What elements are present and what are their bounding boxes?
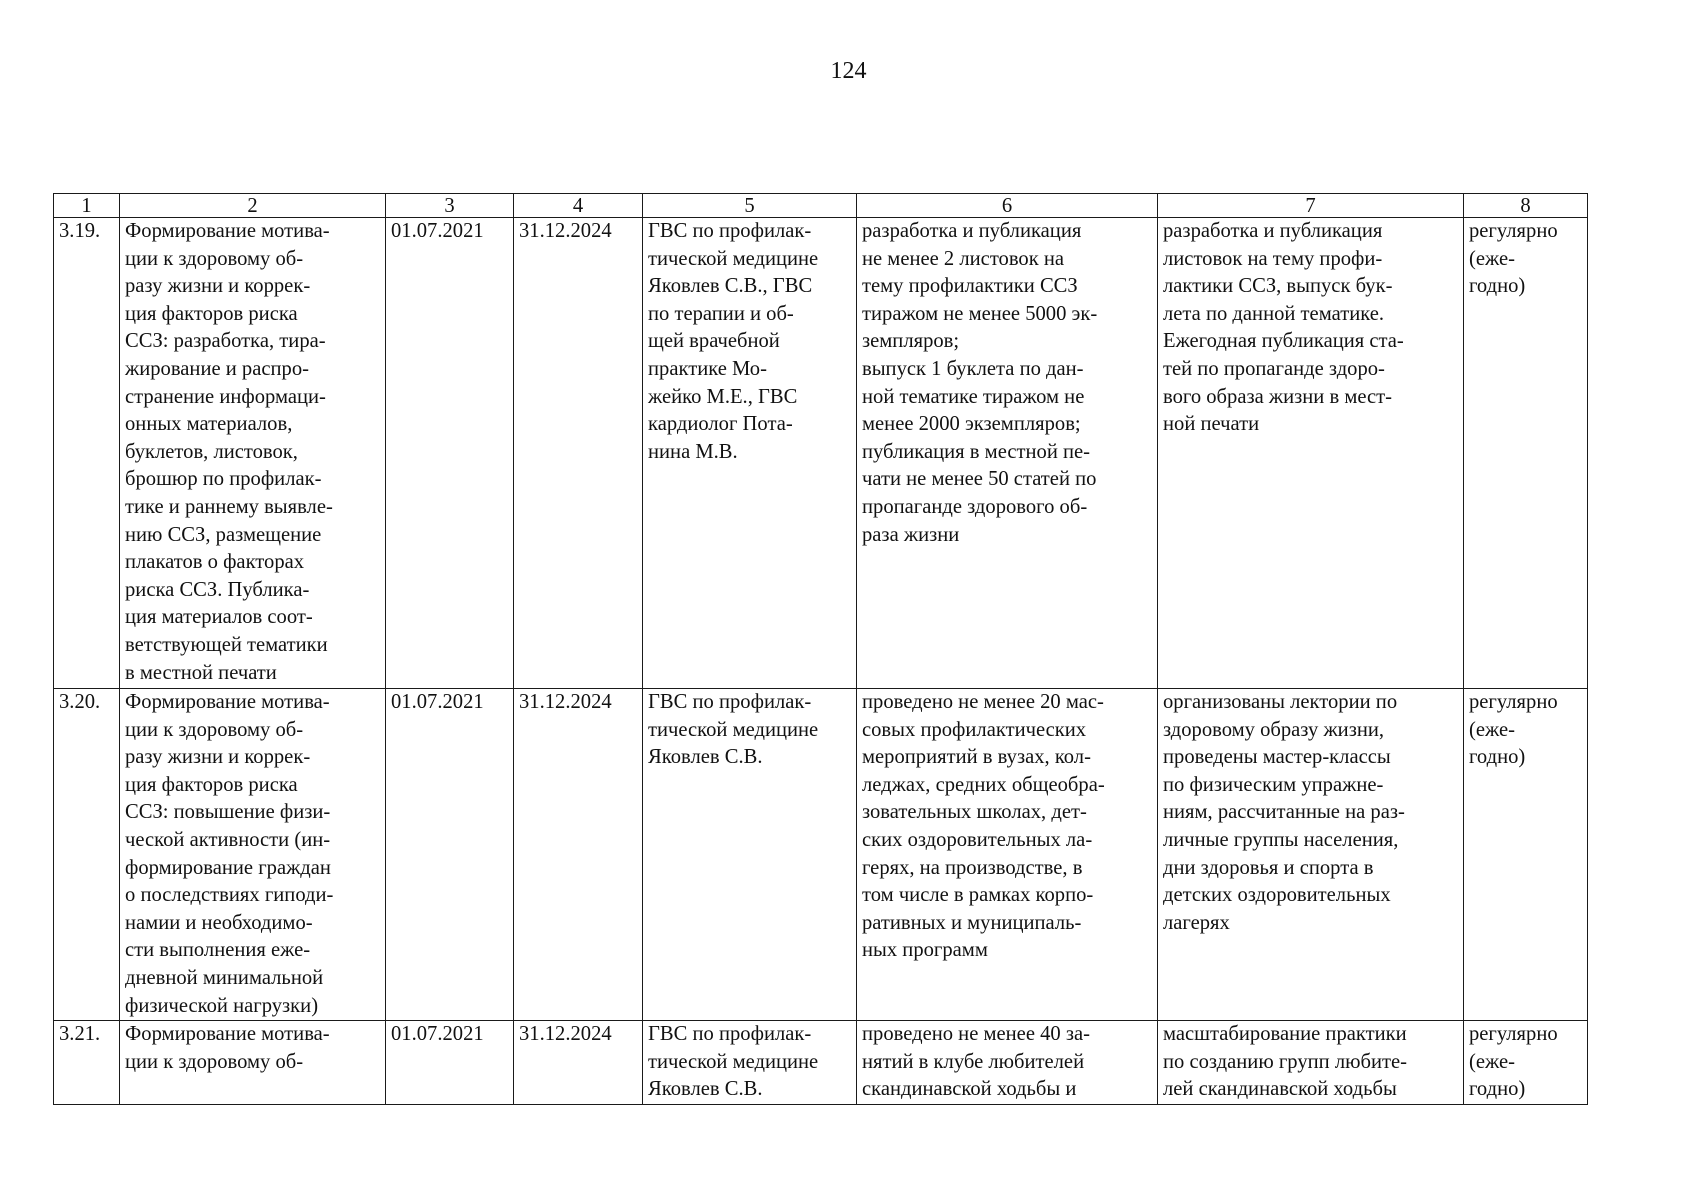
end-date: 31.12.2024 (514, 218, 643, 689)
column-header-3: 3 (386, 194, 514, 218)
responsible-persons: ГВС по профилак- тической медицине Яковлев С.В., ГВС по терапии и об- щей врачебной практике Мо- жейко М.Е., ГВС кардиолог Пота- нина М.В. (643, 218, 857, 689)
end-date: 31.12.2024 (514, 1021, 643, 1105)
table-row (54, 1021, 1588, 1105)
column-header-1: 1 (54, 194, 120, 218)
measure-description: Формирование мотива- ции к здоровому об- разу жизни и коррек- ция факторов риска ССЗ: повышение физи- ческой активности (ин- формирование граждан о последствиях гиподи- намии и необходимо- сти выполнения еже- дневной минимальной физической нагрузки) (120, 689, 386, 1021)
measures-table (53, 193, 1588, 1105)
target-indicator: проведено не менее 20 мас- совых профилактических мероприятий в вузах, кол- леджах, средних общеобра- зовательных школах, дет- ских оздоровительных ла- герях, на производстве, в том числе в рамках корпо- ративных и муниципаль- ных программ (857, 689, 1158, 1021)
start-date: 01.07.2021 (386, 689, 514, 1021)
end-date: 31.12.2024 (514, 689, 643, 1021)
responsible-persons: ГВС по профилак- тической медицине Яковлев С.В. (643, 689, 857, 1021)
target-indicator: разработка и публикация не менее 2 листовок на тему профилактики ССЗ тиражом не менее 5000 эк- земпляров; выпуск 1 буклета по дан- ной тематике тиражом не менее 2000 экземпляров; публикация в местной пе- чати не менее 50 статей по пропаганде здорового об- раза жизни (857, 218, 1158, 689)
column-header-5: 5 (643, 194, 857, 218)
measure-description: Формирование мотива- ции к здоровому об- разу жизни и коррек- ция факторов риска ССЗ: разработка, тира- жирование и распро- странение информаци- онных материалов, буклетов, листовок, брошюр по профилак- тике и раннему выявле- нию ССЗ, размещение плакатов о факторах риска ССЗ. Публика- ция материалов соот- ветствующей тематики в местной печати (120, 218, 386, 689)
row-number: 3.20. (54, 689, 120, 1021)
column-header-8: 8 (1464, 194, 1588, 218)
periodicity: регулярно (еже- годно) (1464, 218, 1588, 689)
column-header-7: 7 (1158, 194, 1464, 218)
table-row (54, 689, 1588, 1021)
measure-description: Формирование мотива- ции к здоровому об- (120, 1021, 386, 1105)
responsible-persons: ГВС по профилак- тической медицине Яковлев С.В. (643, 1021, 857, 1105)
table-row (54, 218, 1588, 689)
column-number-row (54, 194, 1588, 218)
row-number: 3.21. (54, 1021, 120, 1105)
expected-result: организованы лектории по здоровому образу жизни, проведены мастер-классы по физическим упражне- ниям, рассчитанные на раз- личные группы населения, дни здоровья и спорта в детских оздоровительных лагерях (1158, 689, 1464, 1021)
expected-result: разработка и публикация листовок на тему профи- лактики ССЗ, выпуск бук- лета по данной тематике. Ежегодная публикация ста- тей по пропаганде здоро- вого образа жизни в мест- ной печати (1158, 218, 1464, 689)
column-header-2: 2 (120, 194, 386, 218)
periodicity: регулярно (еже- годно) (1464, 689, 1588, 1021)
row-number: 3.19. (54, 218, 120, 689)
expected-result: масштабирование практики по созданию групп любите- лей скандинавской ходьбы (1158, 1021, 1464, 1105)
target-indicator: проведено не менее 40 за- нятий в клубе любителей скандинавской ходьбы и (857, 1021, 1158, 1105)
column-header-4: 4 (514, 194, 643, 218)
periodicity: регулярно (еже- годно) (1464, 1021, 1588, 1105)
page-number: 124 (830, 58, 867, 84)
start-date: 01.07.2021 (386, 218, 514, 689)
start-date: 01.07.2021 (386, 1021, 514, 1105)
column-header-6: 6 (857, 194, 1158, 218)
